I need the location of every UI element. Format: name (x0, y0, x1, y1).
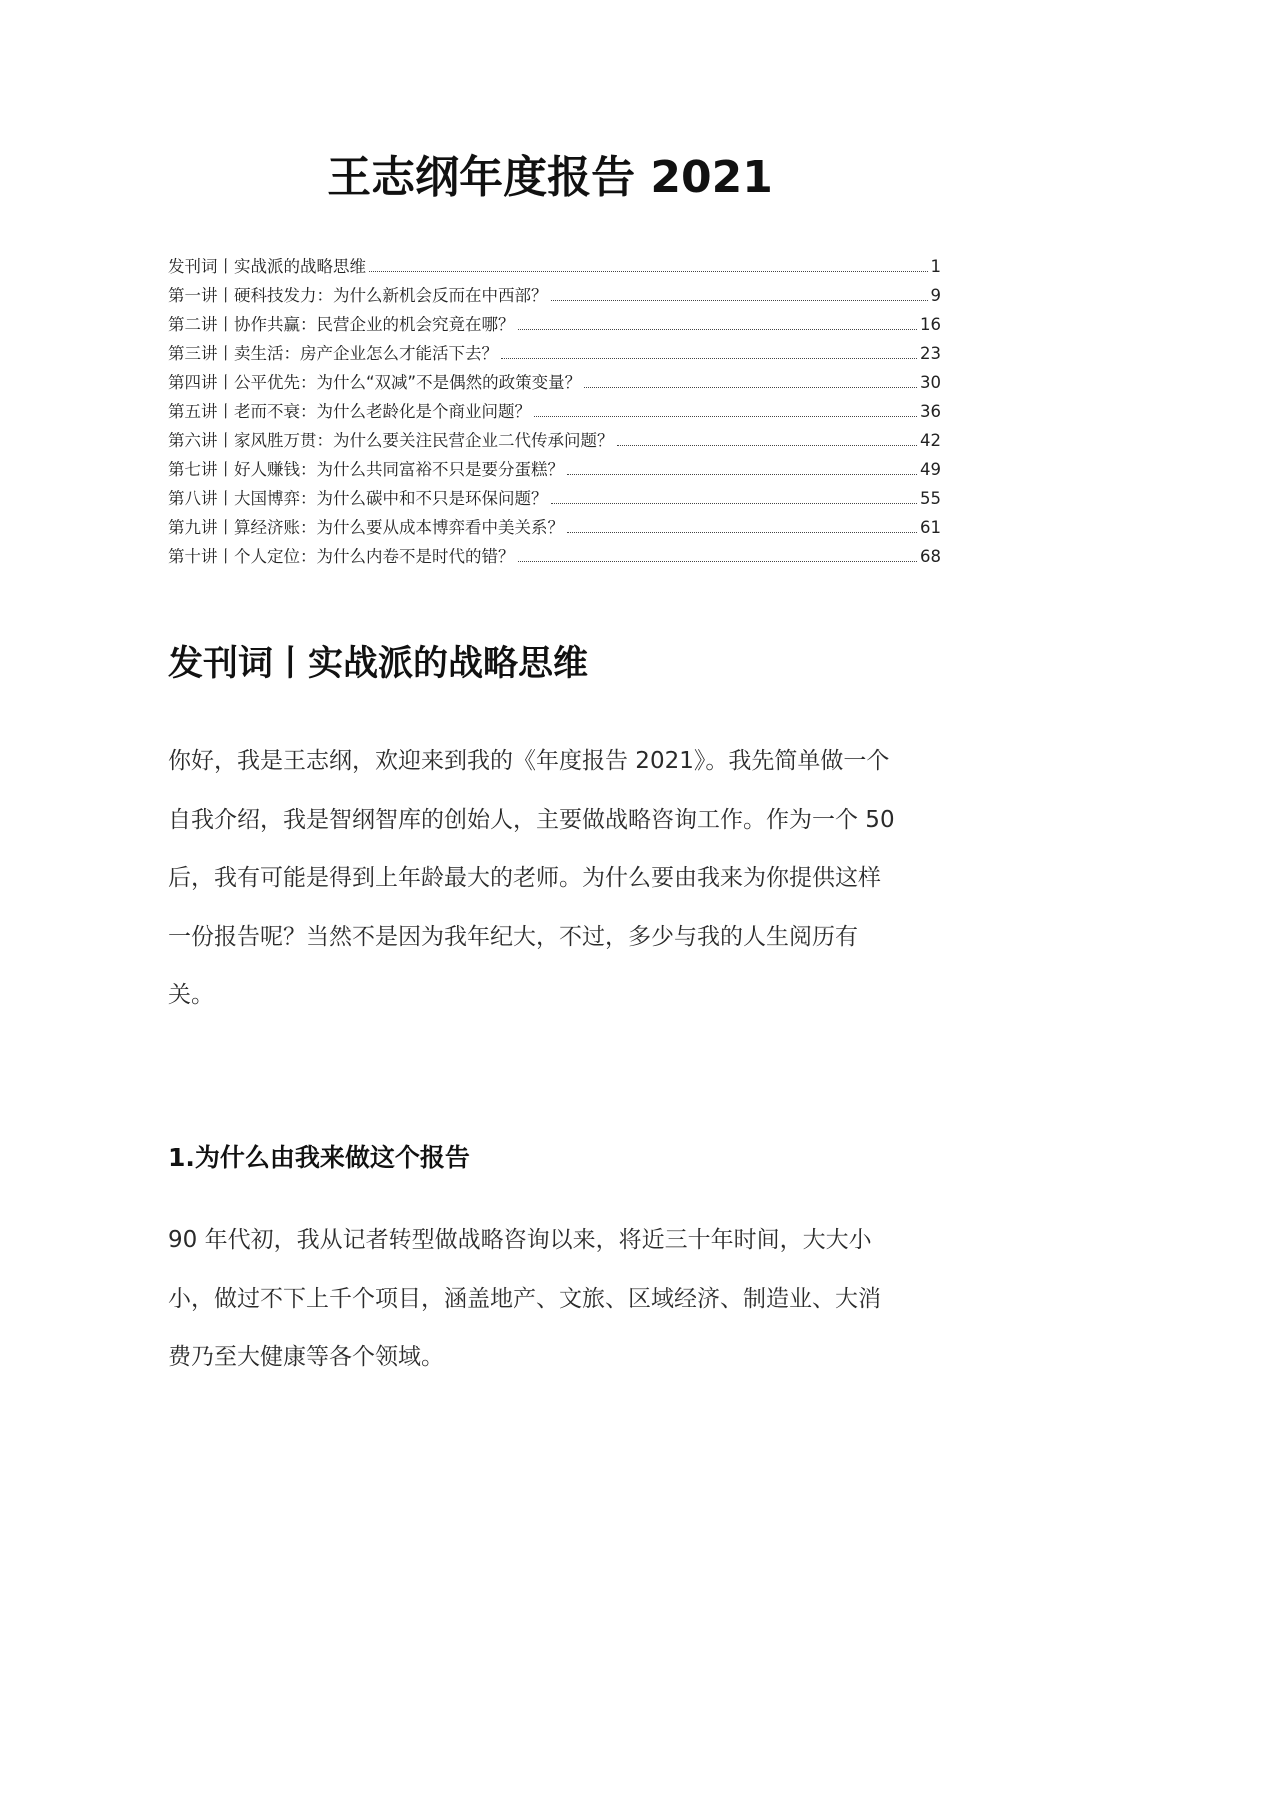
paragraph-line: 关。 (168, 982, 214, 1008)
toc-page-number: 36 (920, 402, 941, 421)
toc-entry[interactable] (168, 368, 941, 397)
toc-page-number: 42 (920, 431, 941, 450)
chapter-heading: 发刊词丨实战派的战略思维 (168, 644, 589, 684)
toc-entry-label: 第四讲丨公平优先：为什么“双减”不是偶然的政策变量？ (168, 373, 582, 392)
paragraph-line: 一份报告呢？当然不是因为我年纪大，不过，多少与我的人生阅历有 (168, 923, 858, 950)
toc-page-number: 9 (930, 286, 941, 305)
paragraph-line: 自我介绍，我是智纲智库的创始人，主要做战略咨询工作。作为一个 50 (168, 806, 895, 833)
section-heading: 1.为什么由我来做这个报告 (168, 1143, 470, 1172)
paragraph-line: 小，做过不下上千个项目，涵盖地产、文旅、区域经济、制造业、大消 (168, 1285, 881, 1312)
toc-entry-label: 第五讲丨老而不衰：为什么老龄化是个商业问题？ (168, 402, 531, 421)
paragraph-line: 后，我有可能是得到上年龄最大的老师。为什么要由我来为你提供这样 (168, 865, 881, 891)
toc-entry[interactable] (168, 513, 941, 542)
toc-dot-leader (551, 300, 928, 301)
toc-dot-leader (567, 532, 917, 533)
toc-dot-leader (551, 503, 918, 504)
toc-entry[interactable] (168, 484, 941, 513)
toc-dot-leader (617, 445, 918, 446)
toc-entry[interactable] (168, 339, 941, 368)
toc-entry-label: 第二讲丨协作共赢：民营企业的机会究竟在哪？ (168, 315, 515, 334)
toc-entry-label: 发刊词丨实战派的战略思维 (168, 257, 366, 276)
toc-page-number: 1 (930, 257, 941, 276)
toc-page-number: 49 (920, 460, 941, 479)
toc-page-number: 55 (920, 489, 941, 508)
document-title: 王志纲年度报告 2021 (327, 152, 773, 203)
toc-dot-leader (584, 387, 917, 388)
intro-paragraph (168, 732, 940, 1025)
toc-page-number: 68 (920, 547, 941, 566)
toc-page-number: 23 (920, 344, 941, 363)
section-paragraph (168, 1211, 940, 1387)
toc-entry[interactable] (168, 542, 941, 571)
toc-entry[interactable] (168, 455, 941, 484)
toc-entry[interactable] (168, 281, 941, 310)
toc-page-number: 61 (920, 518, 941, 537)
toc-dot-leader (567, 474, 917, 475)
toc-dot-leader (501, 358, 917, 359)
toc-page-number: 30 (920, 373, 941, 392)
toc-entry[interactable] (168, 397, 941, 426)
toc-entry-label: 第七讲丨好人赚钱：为什么共同富裕不只是要分蛋糕？ (168, 460, 564, 479)
toc-entry-label: 第三讲丨卖生活：房产企业怎么才能活下去？ (168, 344, 498, 363)
toc-entry-label: 第八讲丨大国博弈：为什么碳中和不只是环保问题？ (168, 489, 548, 508)
paragraph-line: 你好，我是王志纲，欢迎来到我的《年度报告 2021》。我先简单做一个 (168, 748, 890, 774)
toc-entry-label: 第六讲丨家风胜万贯：为什么要关注民营企业二代传承问题？ (168, 431, 614, 450)
toc-page-number: 16 (920, 315, 941, 334)
toc-entry[interactable] (168, 252, 941, 281)
toc-entry-label: 第九讲丨算经济账：为什么要从成本博弈看中美关系？ (168, 518, 564, 537)
paragraph-line: 费乃至大健康等各个领域。 (168, 1344, 444, 1370)
toc-entry[interactable] (168, 426, 941, 455)
toc-entry[interactable] (168, 310, 941, 339)
toc-dot-leader (518, 561, 918, 562)
toc-dot-leader (518, 329, 918, 330)
paragraph-line: 90 年代初，我从记者转型做战略咨询以来，将近三十年时间，大大小 (168, 1227, 872, 1253)
toc-entry-label: 第一讲丨硬科技发力：为什么新机会反而在中西部？ (168, 286, 548, 305)
toc-dot-leader (369, 271, 928, 272)
toc-dot-leader (534, 416, 917, 417)
table-of-contents (168, 252, 941, 571)
toc-entry-label: 第十讲丨个人定位：为什么内卷不是时代的错？ (168, 547, 515, 566)
